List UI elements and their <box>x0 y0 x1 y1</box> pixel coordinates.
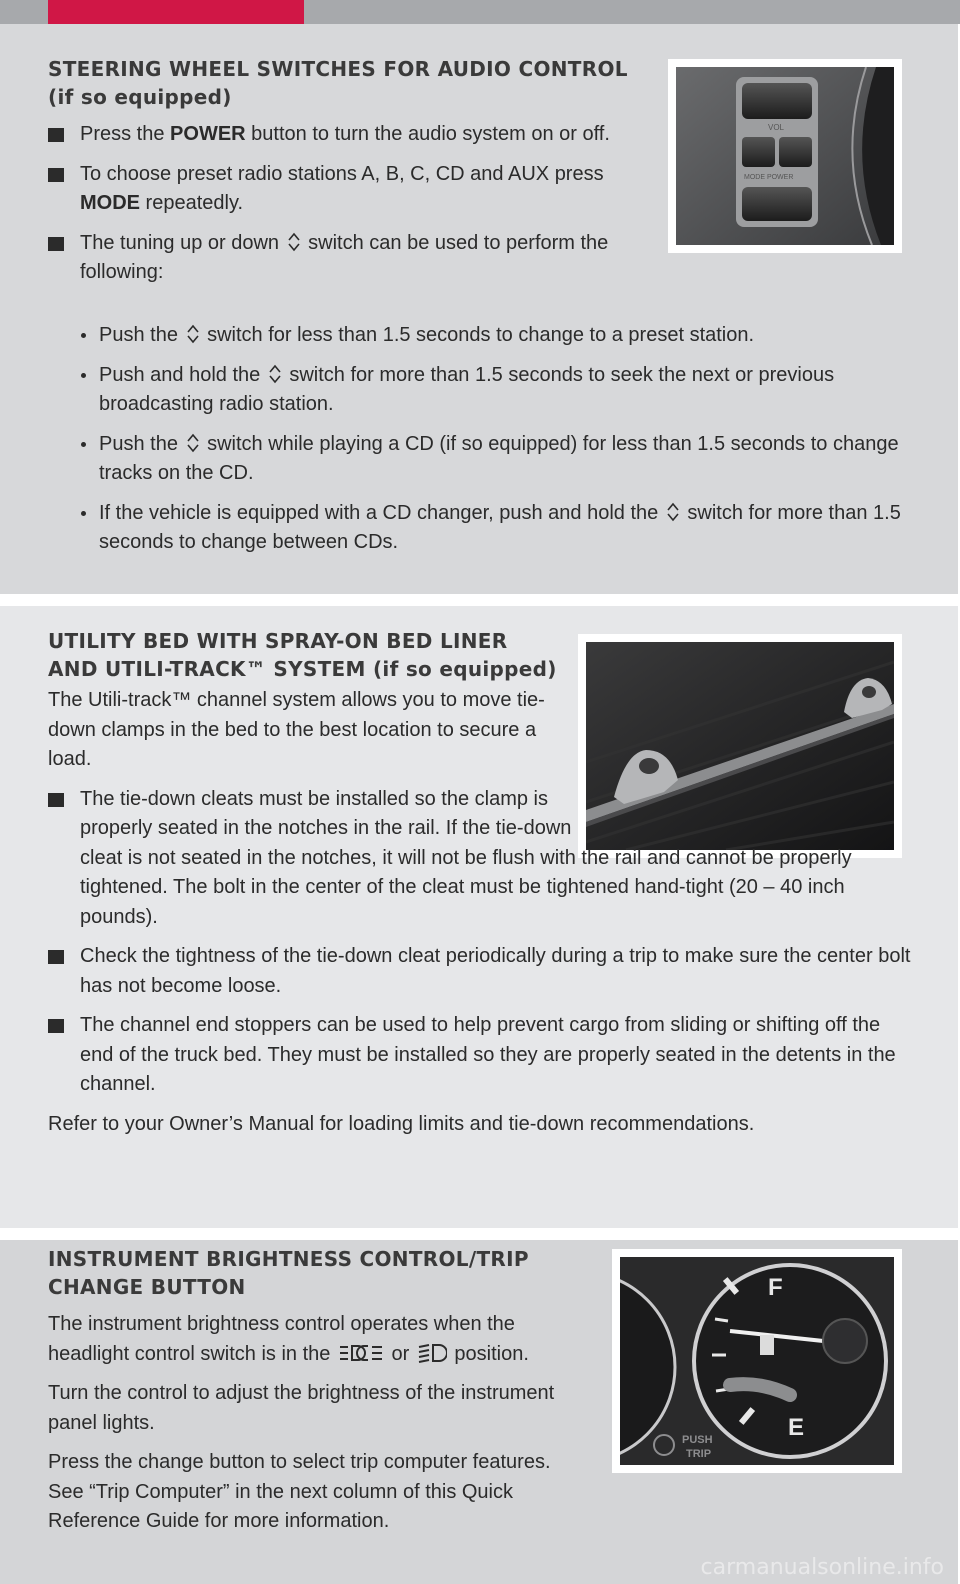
audio-items-upper <box>48 120 628 298</box>
list-item: Push the switch for less than 1.5 seconds to change to a preset station. <box>48 321 914 351</box>
audio-bullets <box>48 321 914 568</box>
list-item: To choose preset radio stations A, B, C, CD and AUX press MODE repeatedly. <box>48 160 628 219</box>
section-audio-controls <box>0 24 958 594</box>
top-color-bar <box>0 0 960 24</box>
tuning-switch-icon <box>287 231 301 253</box>
utility-bed-text <box>48 686 914 1149</box>
list-item: The tie-down cleats must be installed so the clamp is properly seated in the notches in the rail. If the tie-down cleat is not seated in the notches, it will not be flush with the rail and cannot be properly tightened. The bolt in the center of the cleat must be tightened hand-tight (20 – 40 inch pounds). <box>48 785 914 933</box>
list-item: If the vehicle is equipped with a CD changer, push and hold the switch for more than 1.5 seconds to change between CDs. <box>48 499 914 558</box>
parking-light-icon <box>338 1342 384 1364</box>
list-item: Press the POWER button to turn the audio system on or off. <box>48 120 628 150</box>
section-utility-bed <box>0 606 958 1228</box>
gauge-image <box>620 1257 894 1465</box>
brightness-p3: Press the change button to select trip computer features. See “Trip Computer” in the next column of this Quick Reference Guide for more information. <box>48 1451 551 1532</box>
svg-text:TRIP: TRIP <box>686 1448 712 1460</box>
svg-text:E: E <box>788 1414 805 1441</box>
brightness-p1: The instrument brightness control operates when the headlight control switch is in the or position. <box>48 1313 529 1365</box>
svg-text:VOL: VOL <box>768 123 785 132</box>
section-title-utility-bed <box>48 627 557 683</box>
section-instrument-brightness <box>0 1240 958 1584</box>
svg-text:MODE POWER: MODE POWER <box>744 174 794 181</box>
title-line-1: UTILITY BED WITH SPRAY-ON BED LINER <box>48 629 508 653</box>
title-line-2: AND UTILI-TRACK™ SYSTEM <box>48 657 373 681</box>
headlight-icon <box>417 1342 447 1364</box>
brightness-p2: Turn the control to adjust the brightness of the instrument panel lights. <box>48 1382 555 1434</box>
gauge-photo <box>612 1249 902 1473</box>
title-line-2: CHANGE BUTTON <box>48 1275 246 1299</box>
title-line-1: INSTRUMENT BRIGHTNESS CONTROL/TRIP <box>48 1247 529 1271</box>
svg-text:F: F <box>768 1274 783 1301</box>
list-item: Check the tightness of the tie-down cleat periodically during a trip to make sure the center bolt has not become loose. <box>48 942 914 1001</box>
watermark: carmanualsonline.info <box>700 1555 944 1580</box>
outro-text: Refer to your Owner’s Manual for loading limits and tie-down recommendations. <box>48 1112 755 1135</box>
steering-switch-photo <box>668 59 902 253</box>
section-title-audio <box>48 55 628 111</box>
list-item: Push and hold the switch for more than 1.5 seconds to seek the next or previous broadcasting radio station. <box>48 361 914 420</box>
svg-text:PUSH: PUSH <box>682 1434 713 1446</box>
list-item: Push the switch while playing a CD (if so equipped) for less than 1.5 seconds to change tracks on the CD. <box>48 430 914 489</box>
float-spacer <box>578 785 958 831</box>
title-line-2: (if so equipped) <box>48 85 232 109</box>
list-item: The channel end stoppers can be used to help prevent cargo from sliding or shifting off the end of the truck bed. They must be installed so they are properly seated in the detents in the channel. <box>48 1011 914 1100</box>
brightness-text <box>48 1310 588 1547</box>
tuning-switch-icon <box>268 363 282 385</box>
list-item: The tuning up or down switch can be used to perform the following: <box>48 229 628 288</box>
title-line-2-suffix: (if so equipped) <box>372 657 557 681</box>
steering-switch-image <box>676 67 894 245</box>
tuning-switch-icon <box>186 432 200 454</box>
title-line-1: STEERING WHEEL SWITCHES FOR AUDIO CONTROL <box>48 57 628 81</box>
tuning-switch-icon <box>666 501 680 523</box>
intro-text: The Utili-track™ channel system allows you to move tie-down clamps in the bed to the best location to secure a load. <box>48 689 545 770</box>
top-accent-bar <box>48 0 304 24</box>
section-title-brightness <box>48 1245 529 1301</box>
tuning-switch-icon <box>186 323 200 345</box>
